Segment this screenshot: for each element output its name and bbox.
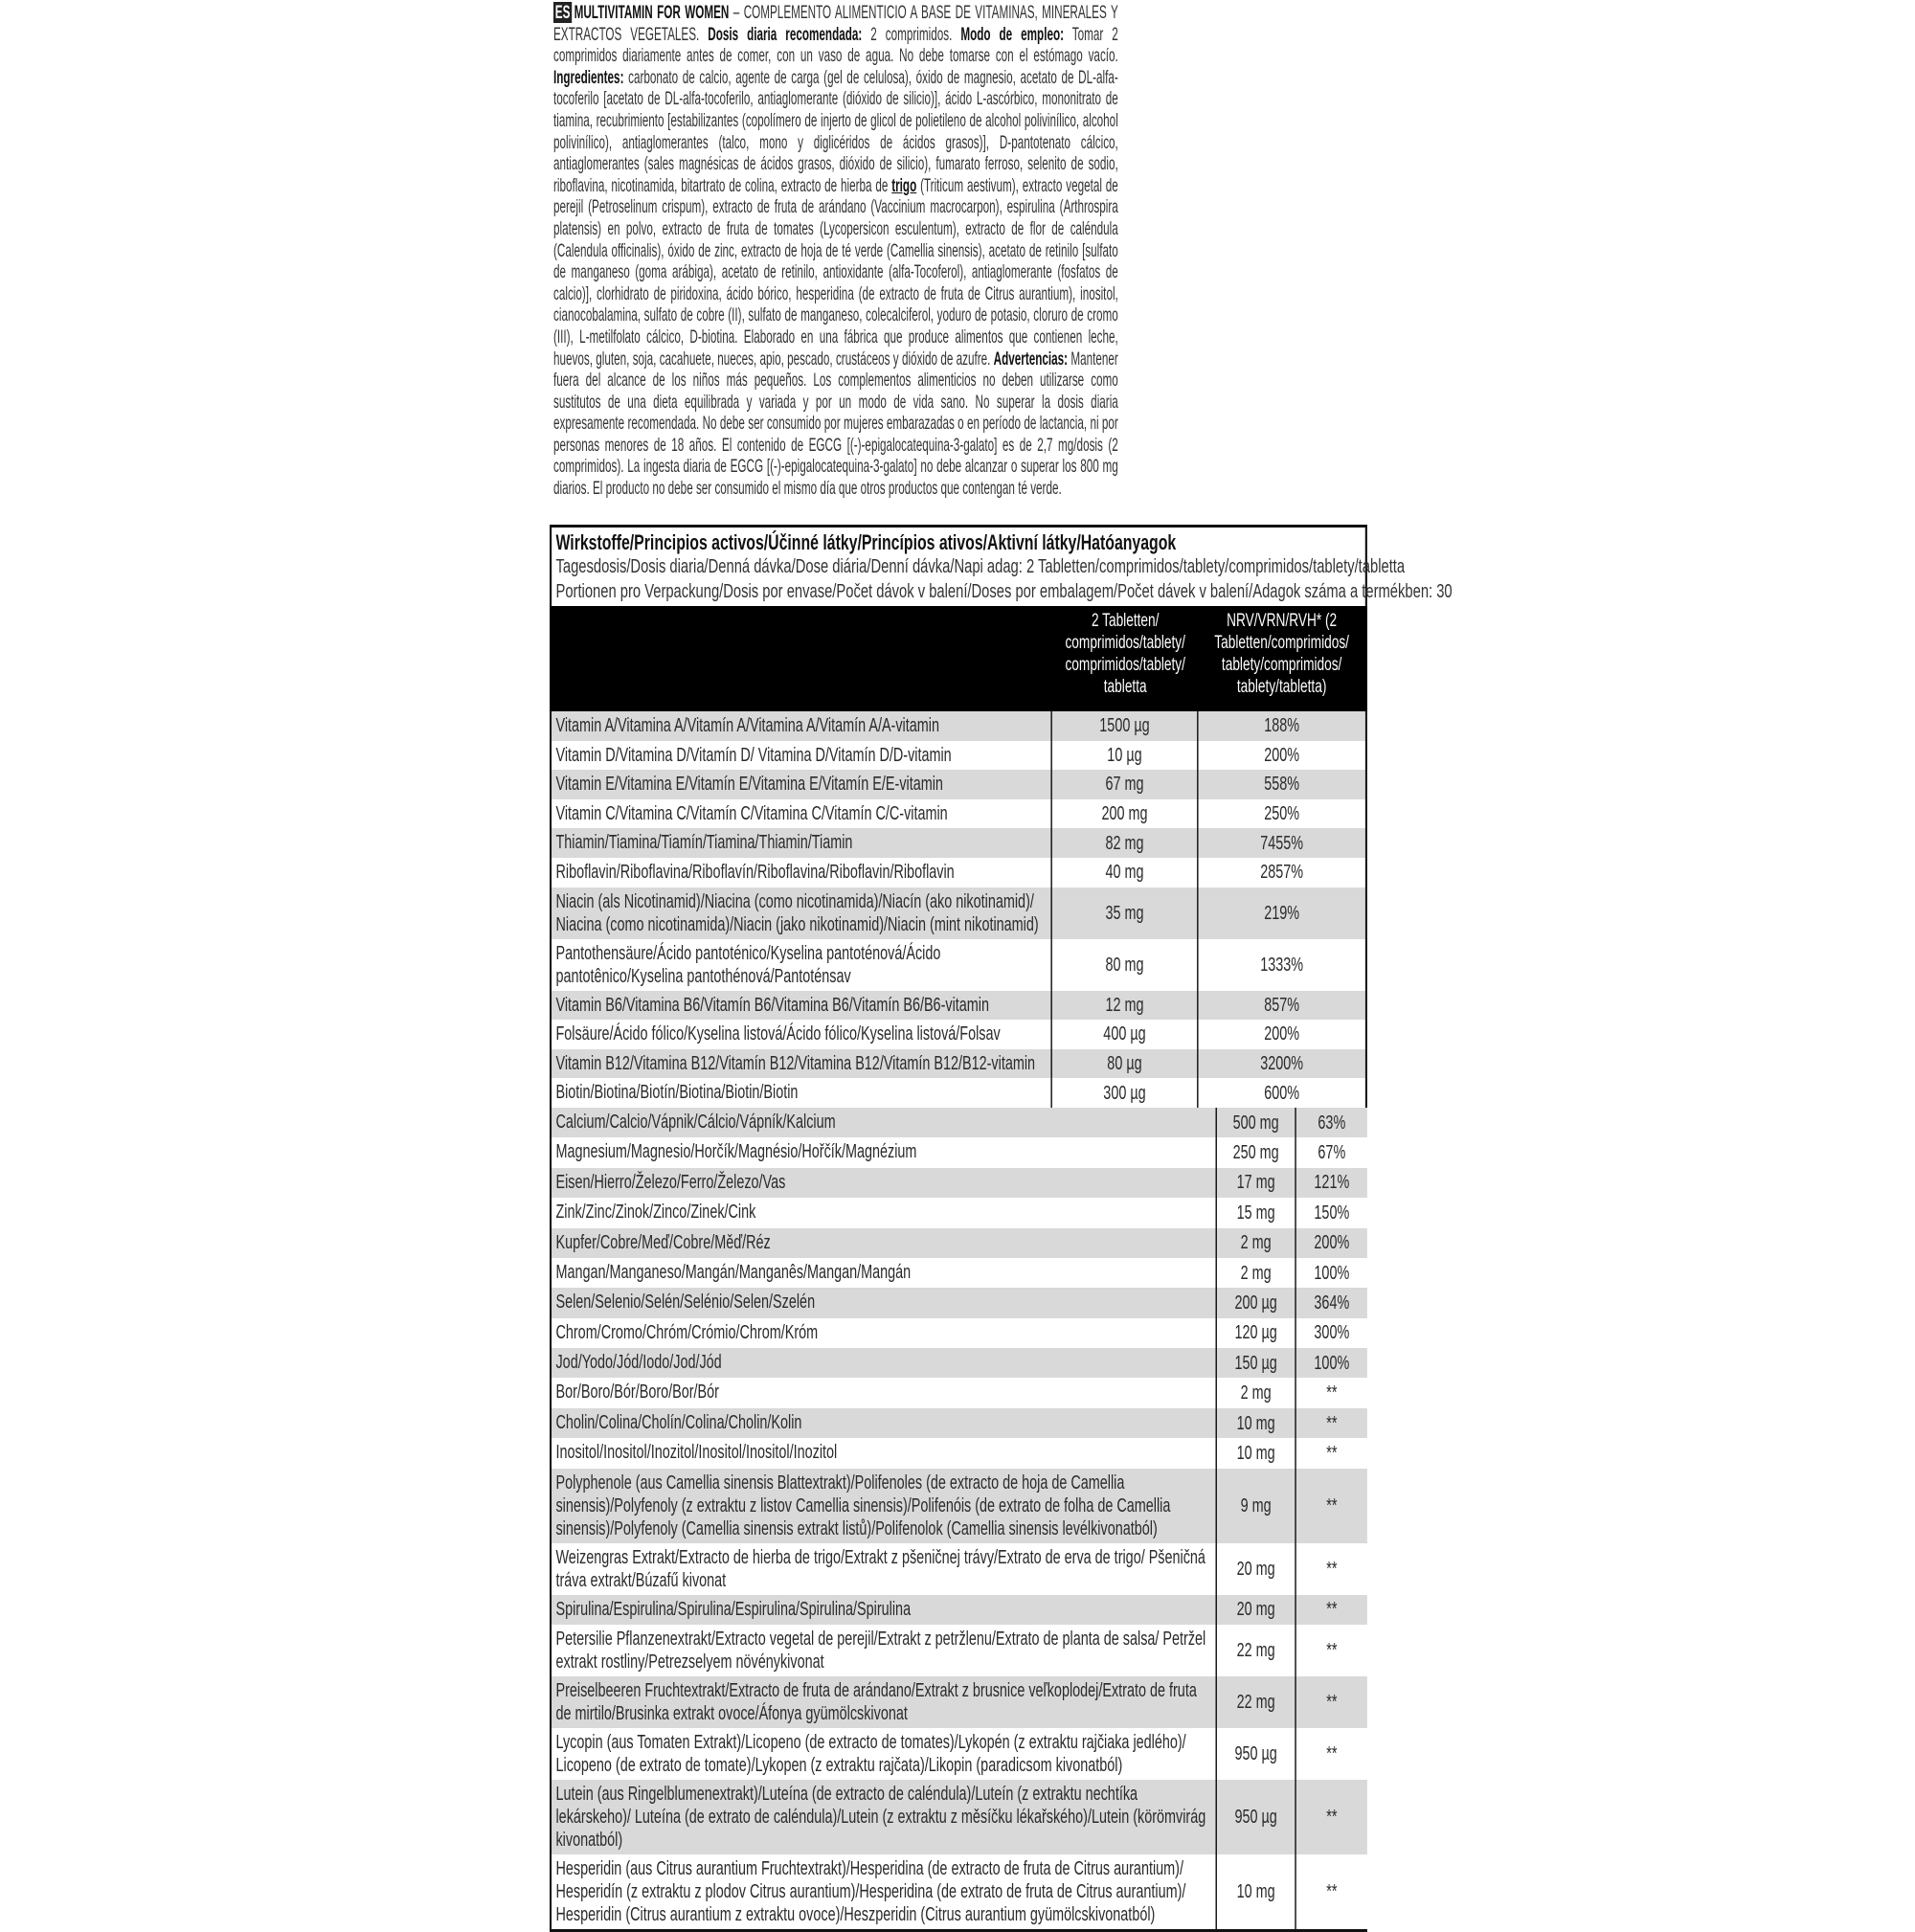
nutrient-nrv: ** [1326,1640,1338,1662]
nutrient-amount: 67 mg [1052,770,1199,799]
nutrient-amount: 22 mg [1217,1625,1296,1676]
table-row [552,1378,1367,1407]
table-row [552,1288,1367,1317]
ingredients-text-continued: (Triticum aestivum), extracto vegetal de perejil (Petroselinum crispum), extracto de fruta de arándano (Vaccinium macrocarpon), espirulina (Arthrospira platensis) en polvo, extracto de fruta de tomates (Lycopersicon esculentum), extracto de flor de caléndula (Calendula officinalis), óxido de zinc, extracto de hoja de té verde (Camellia sinensis), acetato de retinilo [sulfato de manganeso (goma arábiga), acetato de retinilo, antioxidante (alfa-Tocoferol), antiaglomerante (fosfatos de calcio)], clorhidrato de piridoxina, ácido bórico, hesperidina (de extracto de fruta de Citrus aurantium), inositol, cianocobalamina, sulfato de cobre (II), sulfato de manganeso, colecalciferol, yoduro de potasio, cloruro de cromo (III), L-metilfolato cálcico, D-biotina. Elaborado en una fábrica que produce alimentos que contienen leche, huevos, gluten, soja, cacahuete, nueces, apio, pescado, crustáceos y dióxido de azufre. [553,174,1118,370]
nutrient-name: Vitamin B12/Vitamina B12/Vitamín B12/Vitamina B12/Vitamín B12/B12-vitamin [552,1049,1052,1079]
nutrient-name: Spirulina/Espirulina/Spirulina/Espirulina/Spirulina/Spirulina [552,1595,1217,1625]
table-row [552,770,1365,799]
table-row [552,1168,1367,1198]
nutrient-nrv: ** [1326,1494,1338,1516]
table-row [552,741,1365,771]
nutrient-name: Vitamin B6/Vitamina B6/Vitamín B6/Vitamina B6/Vitamín B6/B6-vitamin [552,991,1052,1021]
table-row [552,1676,1367,1728]
nutrient-nrv: ** [1326,1599,1338,1621]
warnings-text: Mantener fuera del alcance de los niños más pequeños. Los complementos alimenticios no deben utilizarse como sustitutos de una dieta equilibrada y variada y por un modo de vida sano. No superar la dosis diaria expresamente recomendada. No debe ser consumido por mujeres embarazadas o en período de lactancia, ni por personas menores de 18 años. El contenido de EGCG [(-)-epigalocatequina-3-galato] es de 2,7 mg/dosis (2 comprimidos). La ingesta diaria de EGCG [(-)-epigalocatequina-3-galato] no debe alcanzar o superar los 800 mg diarios. El producto no debe ser consumido el mismo día que otros productos que contengan té verde. [553,348,1118,500]
nutrient-name: Vitamin D/Vitamina D/Vitamín D/ Vitamina D/Vitamín D/D-vitamin [552,741,1052,771]
column-header-name [552,606,1052,711]
table-row [552,1198,1367,1227]
dose-value: 2 comprimidos. [862,23,961,45]
table-row [552,991,1365,1021]
nutrient-amount: 80 mg [1052,939,1199,991]
nutrient-name: Selen/Selenio/Selén/Selénio/Selen/Szelén [552,1288,1217,1317]
nutrient-amount: 17 mg [1217,1168,1296,1198]
servings-per-package: Portionen pro Verpackung/Dosis por envase/Počet dávok v balení/Doses por embalagem/Počet dávek v balení/Adagok száma a termékben: 30 [555,580,1453,602]
nutrient-name: Pantothensäure/Ácido pantoténico/Kyselina pantoténová/Ácido pantotênico/Kyselina pantothénová/Pantoténsav [552,939,1052,991]
nutrient-amount: 10 mg [1217,1854,1296,1929]
table-title: Wirkstoffe/Principios activos/Účinné látky/Princípios ativos/Aktivní látky/Hatóanyagok [555,530,1177,554]
nutrient-nrv: 250% [1264,803,1300,825]
column-header-row [550,606,1367,711]
nutrient-amount: 2 mg [1217,1378,1296,1407]
nutrient-amount: 10 mg [1217,1438,1296,1468]
nutrient-nrv: 219% [1264,902,1300,924]
nutrient-amount: 22 mg [1217,1676,1296,1728]
nutrient-nrv: ** [1326,1743,1338,1765]
nutrient-name: Riboflavin/Riboflavina/Riboflavín/Riboflavina/Riboflavin/Riboflavin [552,858,1052,887]
nutrient-nrv: 67% [1318,1142,1346,1164]
nutrient-nrv: 7455% [1260,832,1304,854]
nutrient-nrv: 558% [1264,774,1300,796]
usage-text: Tomar 2 comprimidos diariamente antes de comer, con un vaso de agua. No debe tomarse con el estómago vacío. [553,23,1118,67]
nutrient-nrv: 200% [1264,744,1300,766]
daily-dose: Tagesdosis/Dosis diaria/Denná dávka/Dose diária/Denní dávka/Napi adag: 2 Tabletten/comprimidos/tablety/comprimidos/tablety/tabletta [555,555,1406,577]
nutrient-name: Vitamin E/Vitamina E/Vitamín E/Vitamina E/Vitamín E/E-vitamin [552,770,1052,799]
nutrient-amount: 250 mg [1217,1137,1296,1167]
column-header-amount: 2 Tabletten/ comprimidos/tablety/ comprimidos/tablety/ tabletta [1065,611,1185,697]
ingredients-label: Ingredientes: [553,66,624,88]
nutrient-name: Eisen/Hierro/Železo/Ferro/Železo/Vas [552,1168,1217,1198]
nutrient-name: Lutein (aus Ringelblumenextrakt)/Luteína (de extracto de caléndula)/Luteín (z extraktu nechtíka lekárskeho)/ Luteína (de extrato de caléndula)/Lutein (z extraktu z měsíčku lékařského)/Lutein (körömvirág kivonatból) [552,1780,1217,1854]
minerals-extracts-section [550,1108,1367,1932]
label-text-block [553,2,1118,500]
nutrient-nrv: 1333% [1260,954,1304,976]
table-row [552,799,1365,829]
nutrient-name: Zink/Zinc/Zinok/Zinco/Zinek/Cink [552,1198,1217,1227]
table-row [552,1854,1367,1929]
table-header [550,525,1453,606]
table-row [552,1728,1367,1780]
nutrient-name: Thiamin/Tiamina/Tiamín/Tiamina/Thiamin/Tiamin [552,828,1052,858]
table-row [552,858,1365,887]
table-row [552,1469,1367,1543]
nutrient-name: Folsäure/Ácido fólico/Kyselina listová/Ácido fólico/Kyselina listová/Folsav [552,1020,1052,1049]
nutrient-nrv: ** [1326,1881,1338,1903]
nutrient-nrv: 100% [1314,1352,1350,1374]
nutrient-name: Bor/Boro/Bór/Boro/Bor/Bór [552,1378,1217,1407]
vitamins-section [550,711,1367,1108]
nutrient-amount: 35 mg [1052,887,1199,939]
table-row [552,887,1365,939]
nutrient-name: Mangan/Manganeso/Mangán/Manganês/Mangan/Mangán [552,1258,1217,1288]
nutrient-amount: 10 µg [1052,741,1199,771]
nutrient-amount: 40 mg [1052,858,1199,887]
nutrient-name: Polyphenole (aus Camellia sinensis Blattextrakt)/Polifenoles (de extracto de hoja de Camellia sinensis)/Polyfenoly (z extraktu z listov Camellia sinensis)/Polifenóis (de extrato de folha de Camellia sinensis)/Polyfenoly (Camellia sinensis extrakt listů)/Polifenolok (Camellia sinensis levélkivonatból) [552,1469,1217,1543]
nutrient-nrv: 188% [1264,715,1300,737]
table-row [552,1137,1367,1167]
nutrient-nrv: 200% [1314,1232,1350,1254]
nutrient-amount: 500 mg [1217,1108,1296,1137]
nutrient-name: Vitamin A/Vitamina A/Vitamín A/Vitamina A/Vitamín A/A-vitamin [552,711,1052,741]
table-row [552,1408,1367,1438]
nutrient-amount: 12 mg [1052,991,1199,1021]
nutrient-amount: 300 µg [1052,1078,1199,1108]
table-row [552,711,1365,741]
nutrient-name: Cholin/Colina/Cholín/Colina/Cholin/Kolin [552,1408,1217,1438]
product-intro: – COMPLEMENTO ALIMENTICIO A BASE DE VITAMINAS, MINERALES Y EXTRACTOS VEGETALES. [553,2,1118,45]
nutrient-name: Vitamin C/Vitamina C/Vitamín C/Vitamina C/Vitamín C/C-vitamin [552,799,1052,829]
column-header-nrv: NRV/VRN/RVH* (2 Tabletten/comprimidos/ tablety/comprimidos/ tablety/tabletta) [1214,611,1349,697]
table-row [552,1258,1367,1288]
nutrient-name: Petersilie Pflanzenextrakt/Extracto vegetal de perejil/Extrakt z petržlenu/Extrato de planta de salsa/ Petržel extrakt rostliny/Petrezselyem növénykivonat [552,1625,1217,1676]
nutrient-name: Biotin/Biotina/Biotín/Biotina/Biotin/Biotin [552,1078,1052,1108]
nutrient-nrv: 2857% [1260,862,1304,884]
nutrient-nrv: 3200% [1260,1053,1304,1075]
nutrient-nrv: ** [1326,1692,1338,1714]
nutrient-nrv: ** [1326,1558,1338,1580]
nutrient-amount: 15 mg [1217,1198,1296,1227]
allergen-highlight: trigo [891,174,917,196]
nutrient-name: Chrom/Cromo/Chróm/Crómio/Chrom/Króm [552,1318,1217,1348]
nutrient-name: Inositol/Inositol/Inozitol/Inositol/Inositol/Inozitol [552,1438,1217,1468]
nutrient-name: Magnesium/Magnesio/Horčík/Magnésio/Hořčík/Magnézium [552,1137,1217,1167]
table-row [552,828,1365,858]
nutrient-amount: 400 µg [1052,1020,1199,1049]
table-row [552,1625,1367,1676]
nutrient-nrv: ** [1326,1807,1338,1829]
nutrient-amount: 150 µg [1217,1348,1296,1378]
nutrient-amount: 2 mg [1217,1228,1296,1258]
table-row [552,1049,1365,1079]
nutrient-nrv: 857% [1264,994,1300,1016]
warnings-label: Advertencias: [993,348,1069,370]
nutrient-amount: 20 mg [1217,1543,1296,1595]
nutrient-nrv: ** [1326,1442,1338,1464]
nutrient-nrv: ** [1326,1382,1338,1404]
ingredients-text: carbonato de calcio, agente de carga (gel de celulosa), óxido de magnesio, acetato de DL-alfa-tocoferilo [acetato de DL-alfa-tocoferilo, antiaglomerante (dióxido de silicio)], ácido L-ascórbico, mononitrato de tiamina, recubrimiento [estabilizantes (copolímero de injerto de glicol de polietileno de alcohol polivinílico, alcohol polivinílico), antiaglomerantes (talco, mono y diglicéridos de ácidos grasos)], D-pantotenato cálcico, antiaglomerantes (sales magnésicas de ácidos grasos, dióxido de silicio), fumarato ferroso, selenito de sodio, riboflavina, nicotinamida, bitartrato de colina, extracto de hierba de [553,66,1118,196]
table-row [552,1108,1367,1137]
table-row [552,1780,1367,1854]
nutrient-amount: 120 µg [1217,1318,1296,1348]
table-row [552,1595,1367,1625]
table-row [552,1348,1367,1378]
usage-label: Modo de empleo: [960,23,1065,45]
nutrient-name: Niacin (als Nicotinamid)/Niacina (como nicotinamida)/Niacín (ako nikotinamid)/ Niacina (como nicotinamida)/Niacin (jako nikotinamid)/Niacin (mint nikotinamid) [552,887,1052,939]
nutrient-nrv: 600% [1264,1082,1300,1104]
nutrient-amount: 1500 µg [1052,711,1199,741]
table-row [552,1438,1367,1468]
nutrient-amount: 10 mg [1217,1408,1296,1438]
table-row [552,1228,1367,1258]
nutrient-amount: 82 mg [1052,828,1199,858]
table-row [552,1318,1367,1348]
nutrient-amount: 2 mg [1217,1258,1296,1288]
nutrient-nrv: ** [1326,1412,1338,1434]
nutrient-amount: 9 mg [1217,1469,1296,1543]
nutrient-name: Preiselbeeren Fruchtextrakt/Extracto de fruta de arándano/Extrakt z brusnice veľkoplodej/Extrato de fruta de mirtilo/Brusinka extrakt ovoce/Áfonya gyümölcskivonat [552,1676,1217,1728]
nutrient-name: Calcium/Calcio/Vápnik/Cálcio/Vápník/Kalcium [552,1108,1217,1137]
nutrient-nrv: 121% [1314,1172,1350,1194]
language-badge: ES [554,2,571,23]
table-row [552,1020,1365,1049]
nutrient-name: Hesperidin (aus Citrus aurantium Fruchtextrakt)/Hesperidina (de extracto de fruta de Citrus aurantium)/ Hesperidín (z extraktu z plodov Citrus aurantium)/Hesperidina (de extrato de fruta de Citrus aurantium)/ Hesperidin (Citrus aurantium z extraktu ovoce)/Heszperidin (Citrus aurantium gyümölcskivonatból) [552,1854,1217,1929]
nutrient-amount: 950 µg [1217,1780,1296,1854]
nutrient-amount: 200 mg [1052,799,1199,829]
nutrient-name: Weizengras Extrakt/Extracto de hierba de trigo/Extrakt z pšeničnej trávy/Extrato de erva de trigo/ Pšeničná tráva extrakt/Búzafű kivonat [552,1543,1217,1595]
nutrient-amount: 80 µg [1052,1049,1199,1079]
nutrient-nrv: 63% [1318,1112,1346,1134]
nutrient-nrv: 100% [1314,1262,1350,1284]
product-description [553,2,1118,500]
nutrient-amount: 200 µg [1217,1288,1296,1317]
nutrient-name: Jod/Yodo/Jód/Iodo/Jod/Jód [552,1348,1217,1378]
nutrient-amount: 20 mg [1217,1595,1296,1625]
nutrient-name: Kupfer/Cobre/Meď/Cobre/Měď/Réz [552,1228,1217,1258]
nutrient-name: Lycopin (aus Tomaten Extrakt)/Licopeno (de extracto de tomates)/Lykopén (z extraktu rajčiaka jedlého)/ Licopeno (de extrato de tomate)/Lykopen (z extraktu rajčata)/Likopin (paradicsom kivonatból) [552,1728,1217,1780]
nutrient-nrv: 200% [1264,1023,1300,1045]
nutrient-amount: 950 µg [1217,1728,1296,1780]
nutrient-nrv: 150% [1314,1202,1350,1224]
nutrient-nrv: 364% [1314,1292,1350,1314]
nutrition-table [550,525,1453,1932]
table-row [552,1078,1365,1108]
nutrient-nrv: 300% [1314,1322,1350,1344]
table-row [552,1543,1367,1595]
product-title: MULTIVITAMIN FOR WOMEN [574,2,730,23]
table-row [552,939,1365,991]
dose-label: Dosis diaria recomendada: [708,23,863,45]
